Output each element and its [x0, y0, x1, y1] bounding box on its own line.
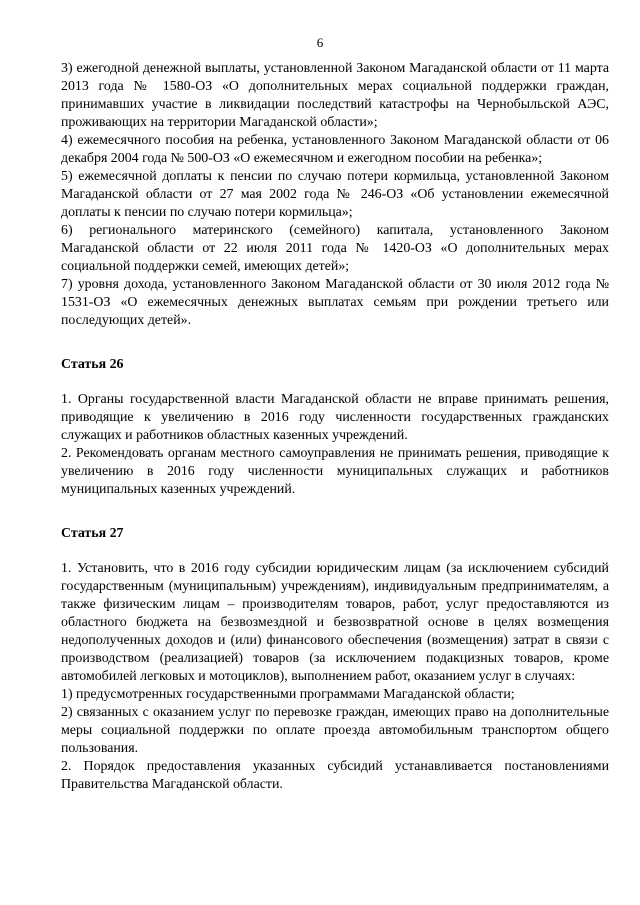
article-26-clause-2: 2. Рекомендовать органам местного самоуправления не принимать решения, приводящие к увеличению в 2016 году численности муниципальных служащих и работников муниципальных казенных учреждений.: [61, 446, 609, 497]
document-body: [61, 60, 609, 794]
list-continuation: [61, 60, 609, 330]
list-item-5: 5) ежемесячной доплаты к пенсии по случаю потери кормильца, установленной Законом Магаданской области от 27 мая 2002 года № 246-ОЗ «Об установлении ежемесячной доплаты к пенсии по случаю потери кормильца»;: [61, 169, 609, 220]
list-item-6: 6) регионального материнского (семейного) капитала, установленного Законом Магаданской области от 22 июля 2011 года № 1420-ОЗ «О дополнительных мерах социальной поддержки семей, имеющих детей»;: [61, 223, 609, 274]
list-item-3: 3) ежегодной денежной выплаты, установленной Законом Магаданской области от 11 марта 2013 года № 1580-ОЗ «О дополнительных мерах социальной поддержки граждан, принимавших участие в ликвидации последствий катастрофы на Чернобыльской АЭС, проживающих на территории Магаданской области»;: [61, 61, 609, 130]
article-26-clause-1: 1. Органы государственной власти Магаданской области не вправе принимать решения, приводящие к увеличению в 2016 году численности государственных гражданских служащих и работников областных казенных учреждений.: [61, 392, 609, 443]
article-27-clause-2: 2. Порядок предоставления указанных субсидий устанавливается постановлениями Правительства Магаданской области.: [61, 759, 609, 792]
list-item-7: 7) уровня дохода, установленного Законом Магаданской области от 30 июля 2012 года № 1531-ОЗ «О ежемесячных денежных выплатах семьям при рождении третьего или последующих детей».: [61, 277, 609, 328]
list-item-4: 4) ежемесячного пособия на ребенка, установленного Законом Магаданской области от 06 декабря 2004 года № 500-ОЗ «О ежемесячном и ежегодном пособии на ребенка»;: [61, 133, 609, 166]
article-27-clause-1: 1. Установить, что в 2016 году субсидии юридическим лицам (за исключением субсидий государственным (муниципальным) учреждениям), индивидуальным предпринимателям, а также физическим лицам – производителям товаров, работ, услуг предоставляются из областного бюджета на безвозмездной и безвозвратной основе в целях возмещения недополученных доходов и (или) финансового обеспечения (возмещения) затрат в связи с производством (реализацией) товаров (за исключением подакцизных товаров, кроме автомобилей легковых и мотоциклов), выполнением работ, оказанием услуг в случаях:: [61, 561, 609, 684]
article-26-heading: Статья 26: [61, 357, 124, 372]
article-27-heading: Статья 27: [61, 526, 124, 541]
page-number: 6: [316, 35, 324, 50]
article-27: [61, 525, 609, 794]
article-27-subitem-2: 2) связанных с оказанием услуг по перевозке граждан, имеющих право на дополнительные меры социальной поддержки по оплате проезда автомобильным транспортом общего пользования.: [61, 705, 609, 756]
article-26: [61, 356, 609, 499]
article-27-subitem-1: 1) предусмотренных государственными программами Магаданской области;: [61, 687, 515, 702]
